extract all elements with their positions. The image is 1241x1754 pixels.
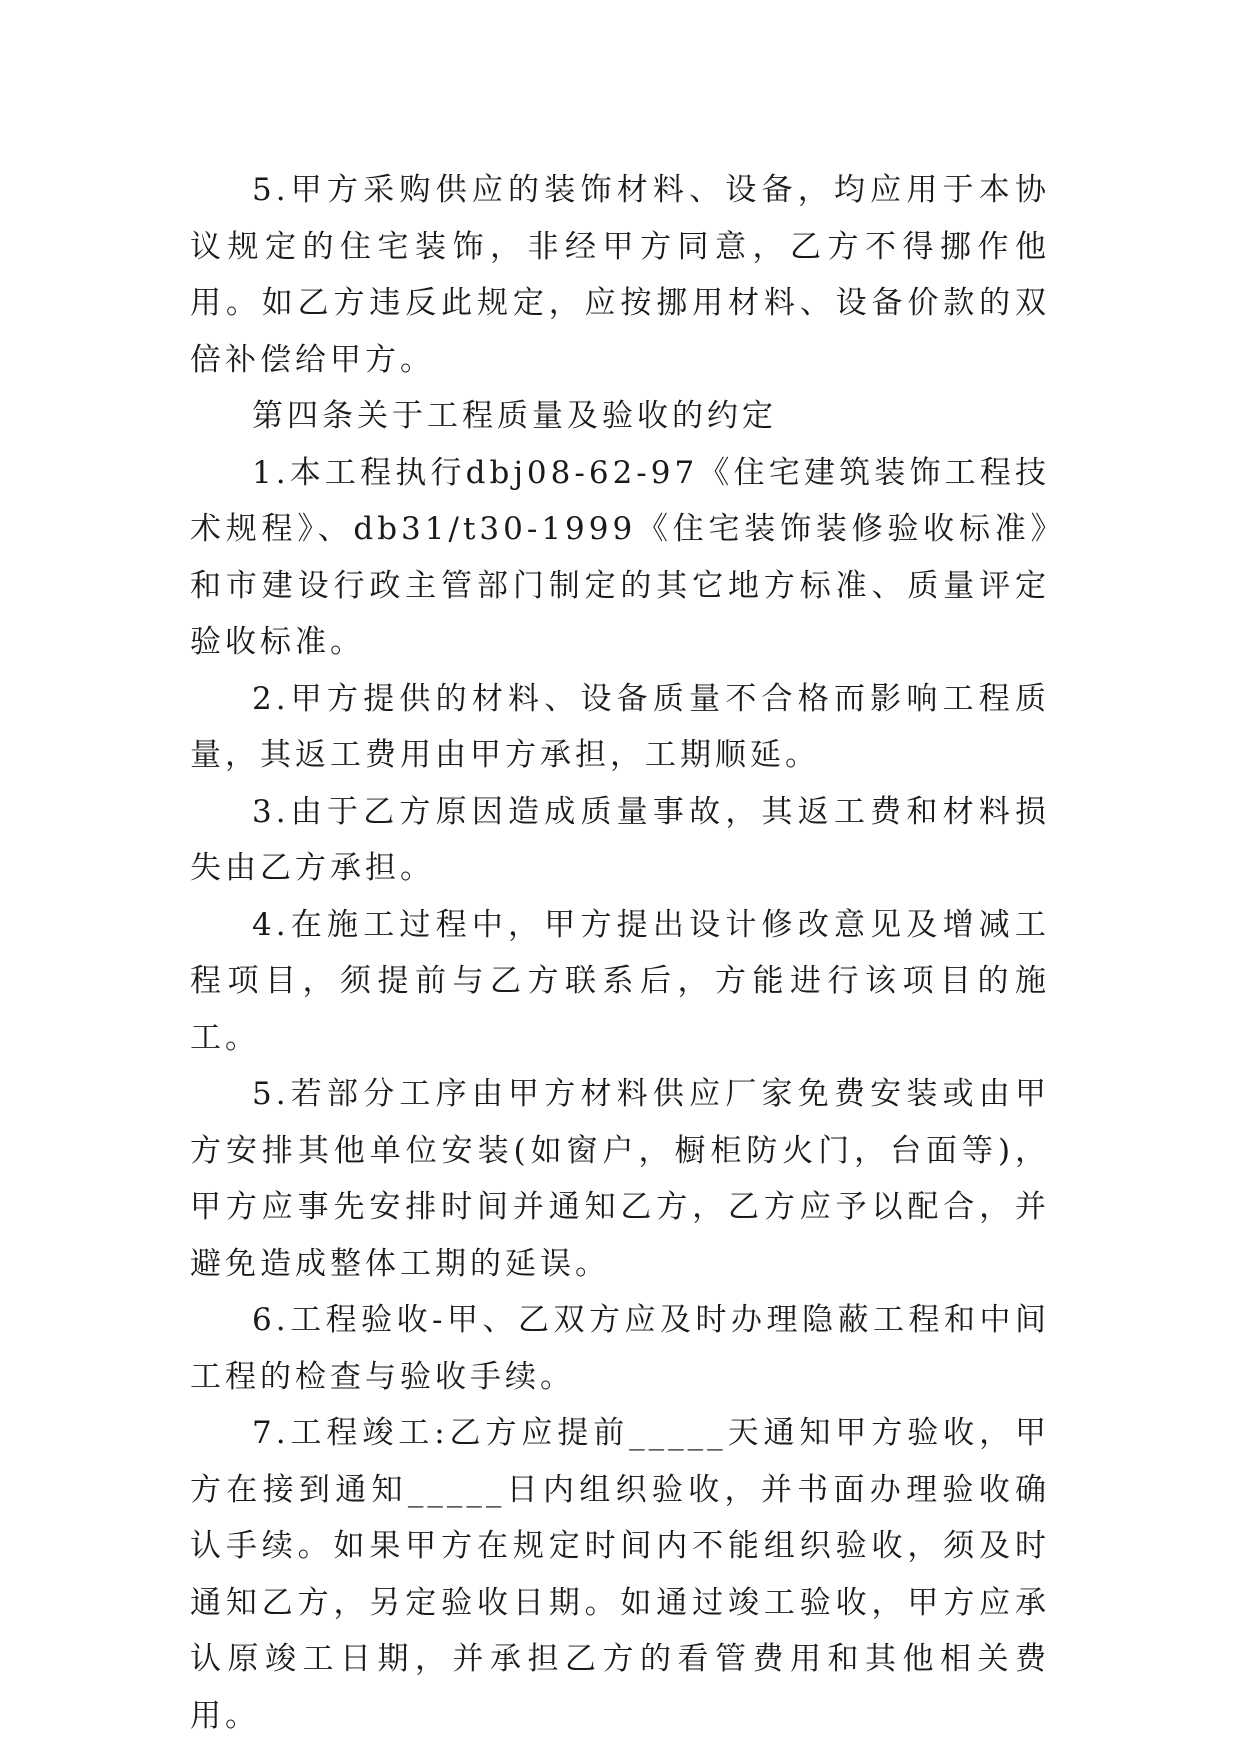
paragraph-third-party-install: 5.若部分工序由甲方材料供应厂家免费安装或由甲方安排其他单位安装(如窗户，橱柜防火门，台面等)，甲方应事先安排时间并通知乙方，乙方应予以配合，并避免造成整体工期的延误。 [190, 1076, 1050, 1282]
paragraph-design-changes: 4.在施工过程中，甲方提出设计修改意见及增减工程项目，须提前与乙方联系后，方能进行该项目的施工。 [190, 906, 1050, 1056]
document-body [190, 162, 1050, 1744]
paragraph-material-usage: 5.甲方采购供应的装饰材料、设备，均应用于本协议规定的住宅装饰，非经甲方同意，乙方不得挪作他用。如乙方违反此规定，应按挪用材料、设备价款的双倍补偿给甲方。 [190, 172, 1050, 378]
paragraph-material-quality: 2.甲方提供的材料、设备质量不合格而影响工程质量，其返工费用由甲方承担，工期顺延。 [190, 680, 1050, 773]
paragraph-completion: 7.工程竣工:乙方应提前_____天通知甲方验收，甲方在接到通知_____日内组织验收，并书面办理验收确认手续。如果甲方在规定时间内不能组织验收，须及时通知乙方，另定验收日期。如通过竣工验收，甲方应承认原竣工日期，并承担乙方的看管费用和其他相关费用。 [190, 1415, 1050, 1734]
paragraph-standards: 1.本工程执行dbj08-62-97《住宅建筑装饰工程技术规程》、db31/t30-1999《住宅装饰装修验收标准》和市建设行政主管部门制定的其它地方标准、质量评定验收标准。 [190, 454, 1050, 660]
paragraph-acceptance: 6.工程验收-甲、乙双方应及时办理隐蔽工程和中间工程的检查与验收手续。 [190, 1302, 1050, 1395]
paragraph-quality-accident: 3.由于乙方原因造成质量事故，其返工费和材料损失由乙方承担。 [190, 793, 1050, 886]
section-heading-article-4: 第四条关于工程质量及验收的约定 [252, 398, 777, 434]
